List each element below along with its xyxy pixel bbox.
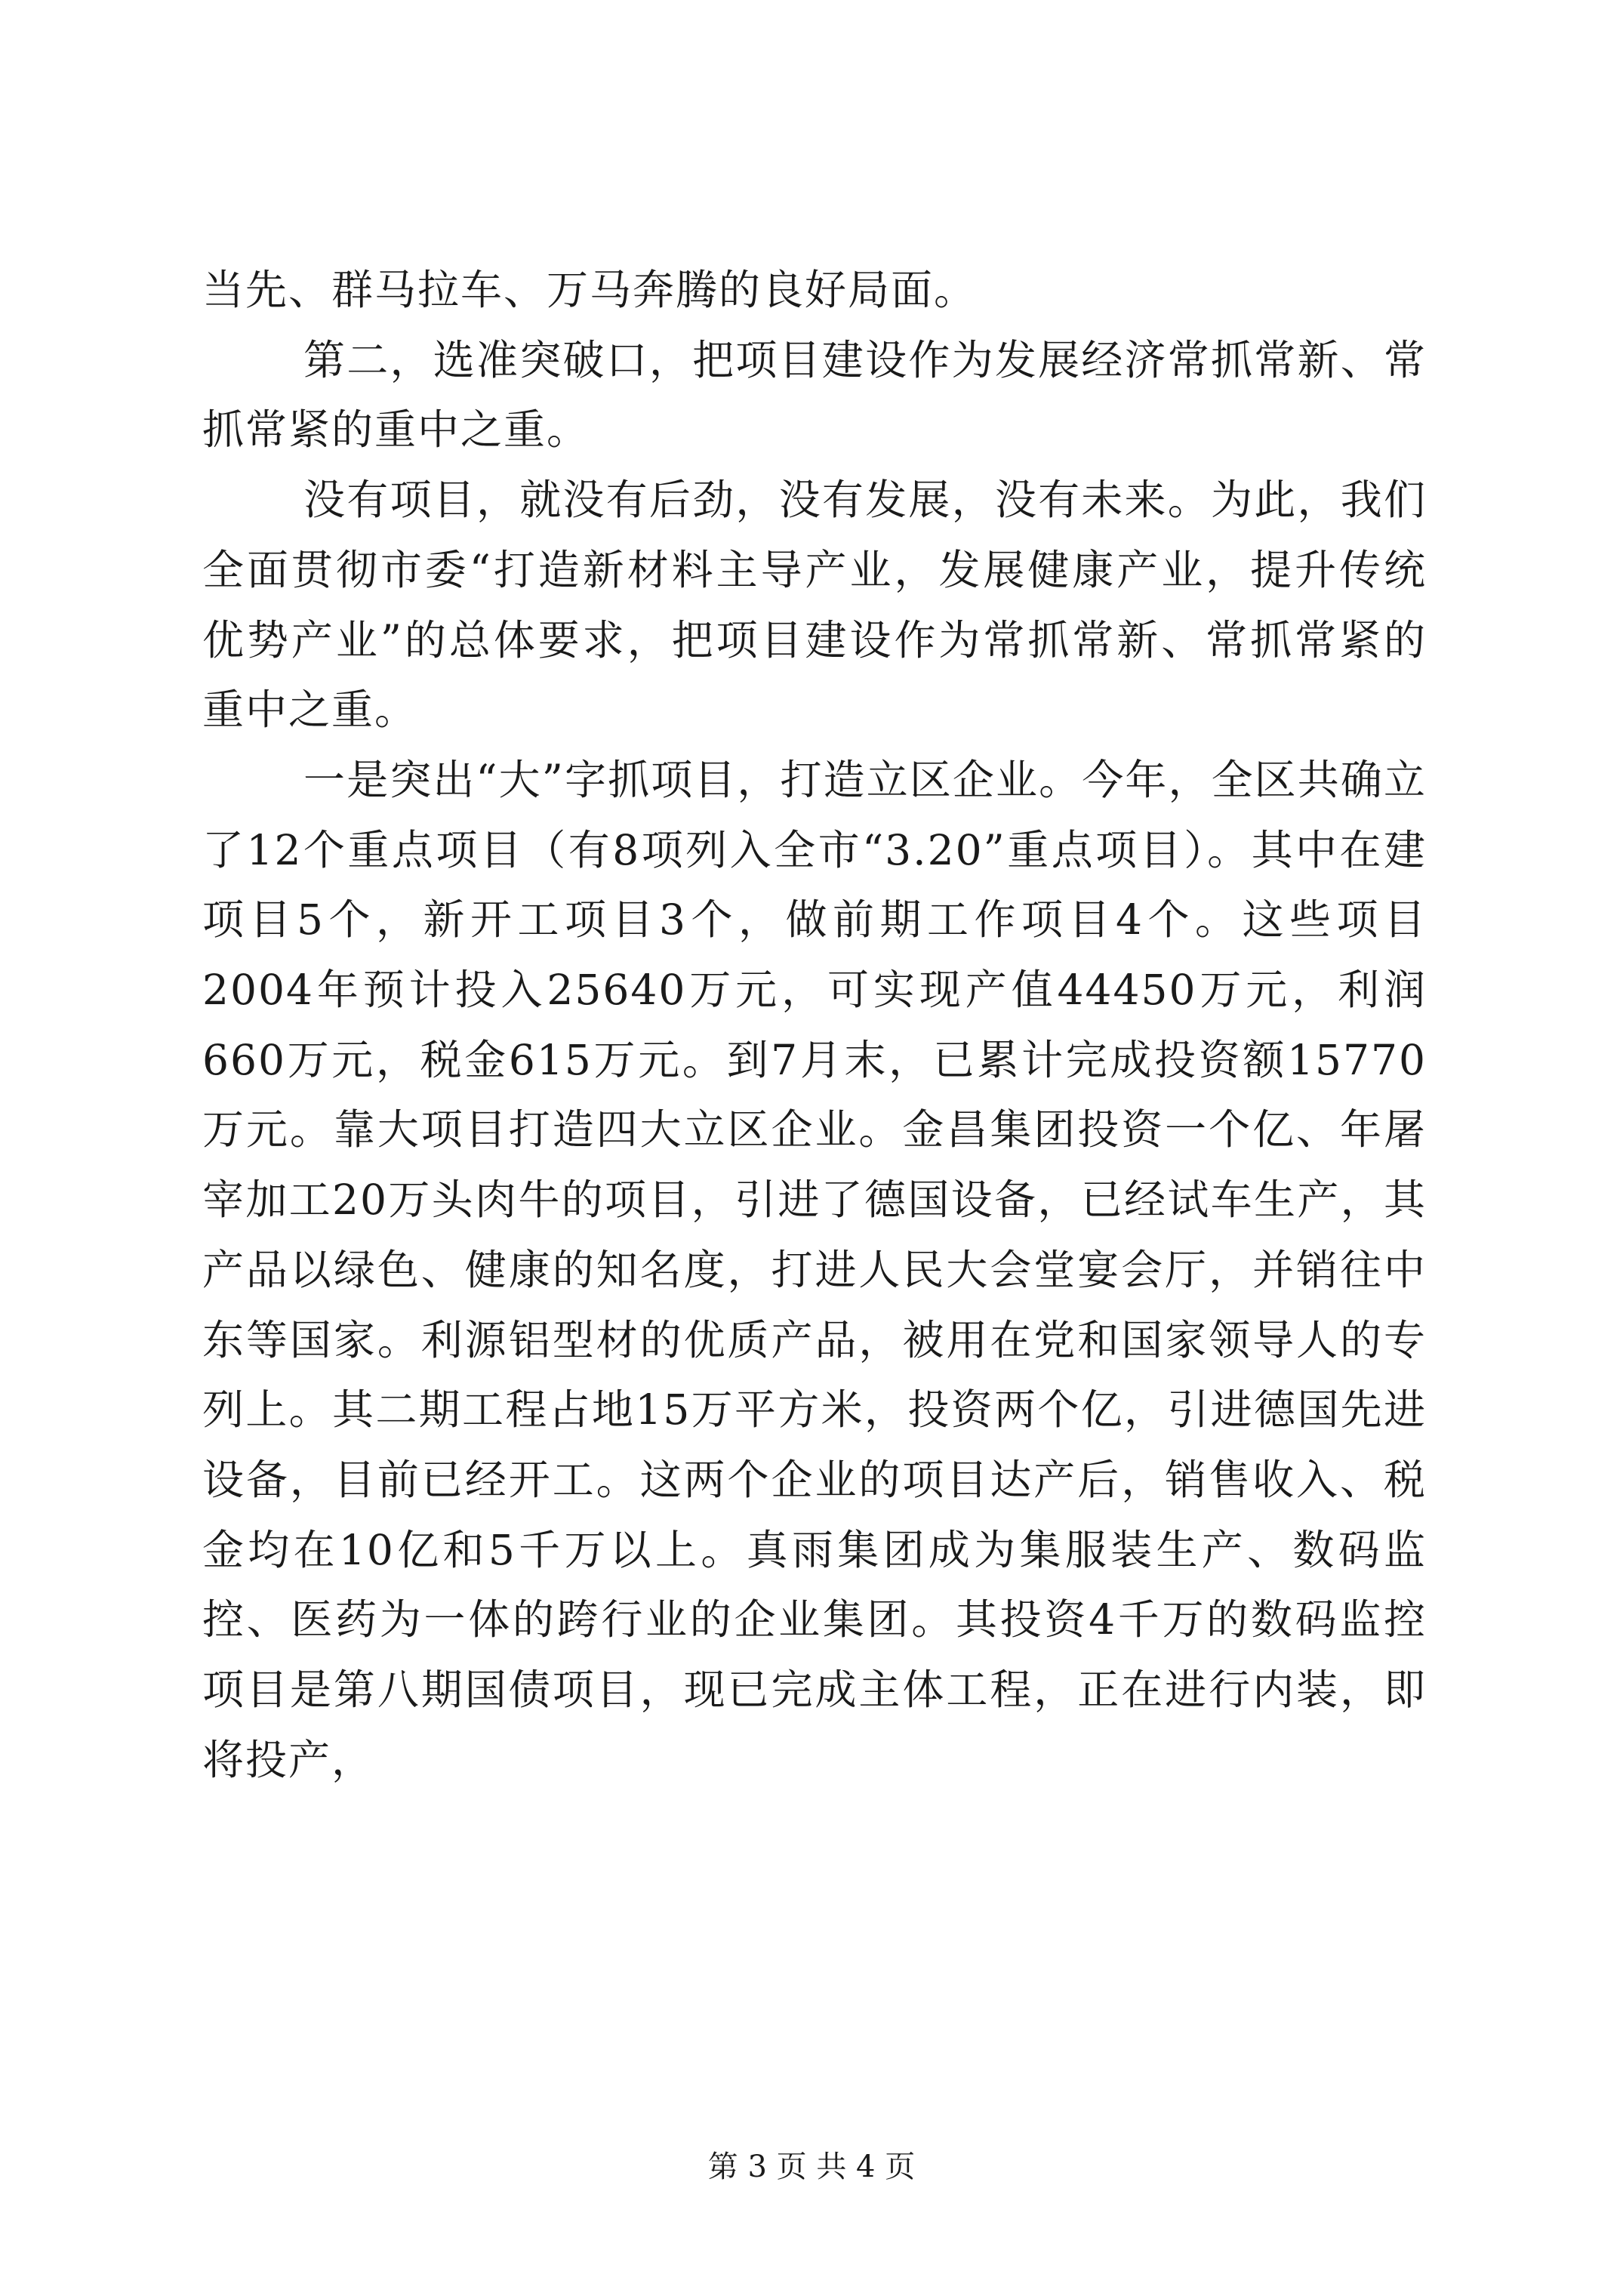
paragraph-3: 没有项目，就没有后劲，没有发展，没有未来。为此，我们全面贯彻市委“打造新材料主导产业，发展健康产业，提升传统优势产业”的总体要求，把项目建设作为常抓常新、常抓常紧的重中之重。 (202, 476, 1427, 735)
document-body (202, 255, 1427, 1795)
paragraph-2: 第二，选准突破口，把项目建设作为发展经济常抓常新、常抓常紧的重中之重。 (202, 335, 1427, 455)
paragraph-4: 一是突出“大”字抓项目，打造立区企业。今年，全区共确立了12个重点项目（有8项列入全市“3.20”重点项目）。其中在建项目5个，新开工项目3个，做前期工作项目4个。这些项目2004年预计投入25640万元，可实现产值44450万元，利润660万元，税金615万元。到7月末，已累计完成投资额15770万元。靠大项目打造四大立区企业。金昌集团投资一个亿、年屠宰加工20万头肉牛的项目，引进了德国设备，已经试车生产，其产品以绿色、健康的知名度，打进人民大会堂宴会厅，并销往中东等国家。利源铝型材的优质产品，被用在党和国家领导人的专列上。其二期工程占地15万平方米，投资两个亿，引进德国先进设备，目前已经开工。这两个企业的项目达产后，销售收入、税金均在10亿和5千万以上。真雨集团成为集服装生产、数码监控、医药为一体的跨行业的企业集团。其投资4千万的数码监控项目是第八期国债项目，现已完成主体工程，正在进行内装，即将投产， (202, 755, 1427, 1784)
page-number-footer: 第 3 页 共 4 页 (707, 2150, 916, 2184)
paragraph-1: 当先、群马拉车、万马奔腾的良好局面。 (202, 266, 978, 314)
